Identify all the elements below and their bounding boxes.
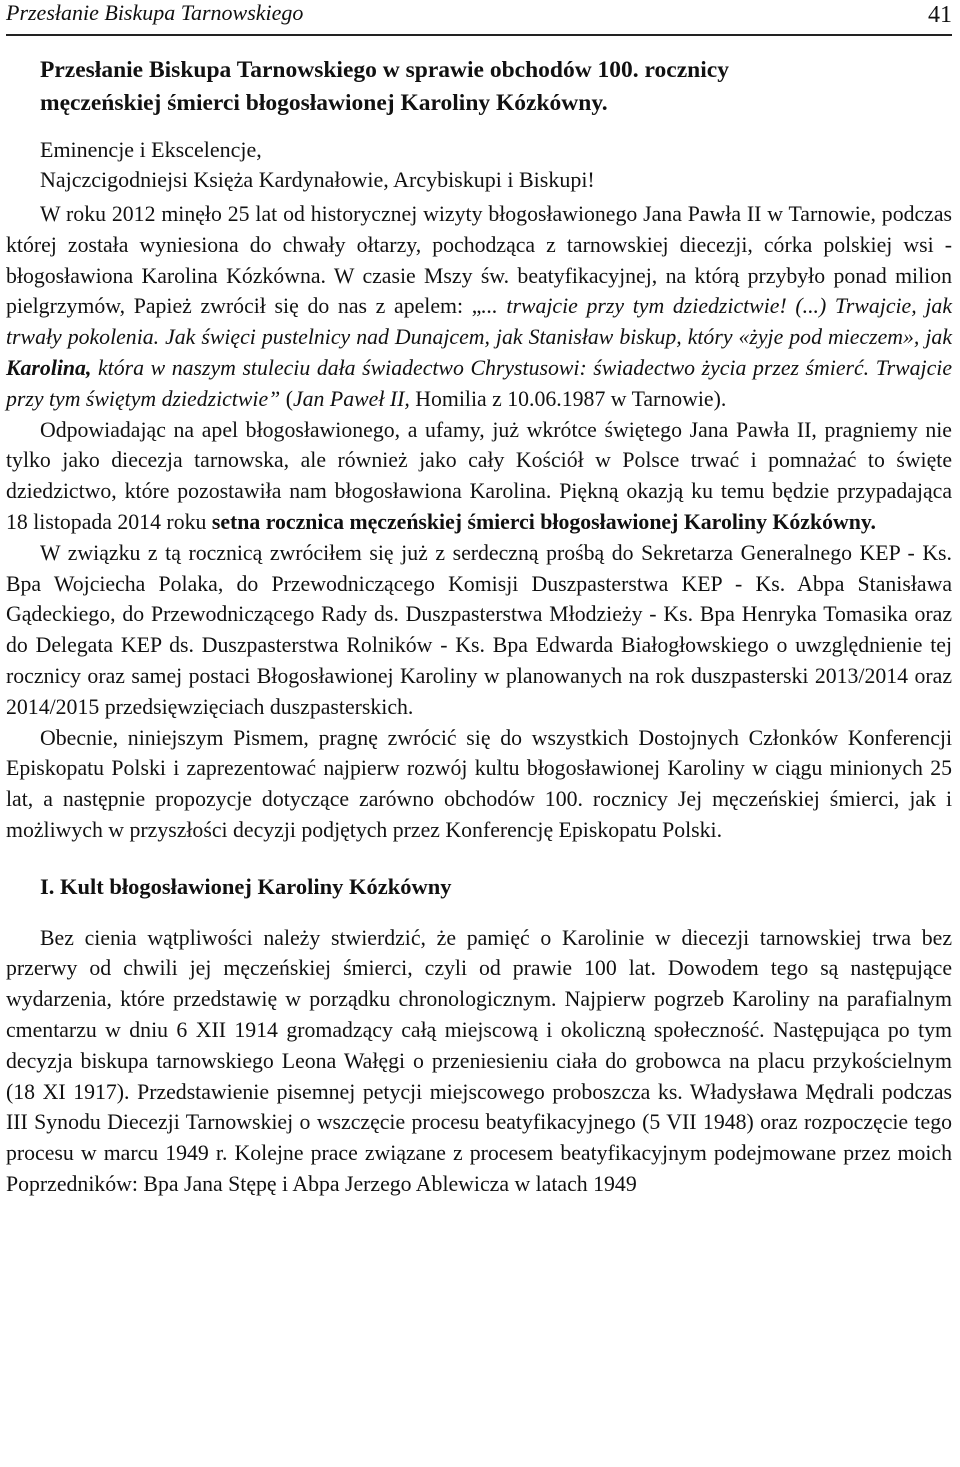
paragraph-5: Bez cienia wątpliwości należy stwierdzić, że pamięć o Karolinie w diecezji tarnowskiej trwa bez przerwy od chwili jej męczeńskiej śmierci, czyli od prawie 100 lat. Dowodem tego są następujące wydarzenia, które przedstawię w porządku chronologicznym. Najpierw pogrzeb Karoliny na parafialnym cmentarzu w dniu 6 XII 1914 gromadzący całą miejscową i okoliczną społeczność. Następująca po tym decyzja biskupa tarnowskiego Leona Wałęgi o przeniesieniu ciała do grobowca na placu przykościelnym (18 XI 1917). Przedstawienie pisemnej petycji miejscowego proboszcza ks. Władysława Mędrali podczas III Synodu Diecezji Tarnowskiej o wszczęcie procesu beatyfikacyjnego (5 VII 1948) oraz rozpoczęcie tego procesu w marcu 1949 r. Kolejne prace związane z procesem beatyfikacyjnym podejmowane przez moich Poprzedników: Bpa Jana Stępę i Abpa Jerzego Ablewicza w latach 1949 bbox=[6, 925, 952, 1196]
greeting-line-1: Eminencje i Ekscelencje, bbox=[40, 137, 262, 162]
greeting bbox=[6, 135, 952, 195]
p2-bold: setna rocznica męczeńskiej śmierci błogosławionej Karoliny Kózkówny. bbox=[211, 509, 876, 534]
greeting-line-2: Najczcigodniejsi Księża Kardynałowie, Arcybiskupi i Biskupi! bbox=[40, 167, 595, 192]
running-header bbox=[6, 0, 952, 36]
p1-text-e: ( bbox=[280, 386, 293, 411]
section-heading: I. Kult błogosławionej Karoliny Kózkówny bbox=[40, 873, 452, 899]
document-title bbox=[6, 54, 952, 120]
p1-quote-bold: Karolina, bbox=[6, 355, 92, 380]
p1-source: Homilia z 10.06.1987 w Tarnowie). bbox=[409, 386, 727, 411]
p1-quote-end: która w naszym stuleciu dała świadectwo Chrystusowi: świadectwo życia przez śmierć. Trwajcie przy tym świętym dziedzictwie” bbox=[6, 355, 952, 411]
paragraph-3: W związku z tą rocznicą zwróciłem się już z serdeczną prośbą do Sekretarza Generalnego KEP - Ks. Bpa Wojciecha Polaka, do Przewodniczącego Komisji Duszpasterstwa KEP - Ks. Abpa Stanisława Gądeckiego, do Przewodniczącego Rady ds. Duszpasterstwa Młodzieży - Ks. Bpa Henryka Tomasika oraz do Delegata KEP ds. Duszpasterstwa Rolników - Ks. Bpa Edwarda Białogłowskiego o uwzględnienie tej rocznicy oraz samej postaci Błogosławionej Karoliny w planowanych na rok duszpasterski 2013/2014 oraz 2014/2015 przedsięwzięciach duszpasterskich. bbox=[6, 540, 952, 719]
paragraph-2 bbox=[6, 415, 952, 538]
p1-text-a: W roku 2012 minęło 25 lat od historycznej wizyty błogosławionego Jana Pawła II w Tarnowie, podczas której została wyniesiona do chwały ołtarzy, pochodząca z tarnowskiej diecezji, córka polskiej wsi - błogosławiona Karolina Kózkówna. W czasie Mszy św. beatyfikacyjnej, na którą przybyło ponad milion pielgrzymów, Papież zwrócił się do nas z apelem: „ bbox=[6, 202, 952, 319]
running-head-title: Przesłanie Biskupa Tarnowskiego bbox=[6, 0, 304, 25]
paragraph-4: Obecnie, niniejszym Pismem, pragnę zwrócić się do wszystkich Dostojnych Członków Konferencji Episkopatu Polski i zaprezentować najpierw rozwój kultu błogosławionej Karoliny w ciągu minionych 25 lat, a następnie propozycje dotyczące zarówno obchodów 100. rocznicy Jej męczeńskiej śmierci, jak i możliwych w przyszłości decyzji podjętych przez Konferencję Episkopatu Polski. bbox=[6, 725, 952, 842]
title-line-1: Przesłanie Biskupa Tarnowskiego w sprawie obchodów 100. rocznicy bbox=[40, 57, 729, 83]
page-number: 41 bbox=[928, 2, 952, 28]
title-line-2: męczeńskiej śmierci błogosławionej Karoliny Kózkówny. bbox=[40, 90, 608, 116]
p2-text: Odpowiadając na apel błogosławionego, a ufamy, już wkrótce świętego Jana Pawła II, pragniemy nie tylko jako diecezja tarnowska, ale również jako cały Kościół w Polsce trwać i pomnażać to święte dziedzictwo, które pozostawiła nam błogosławiona Karolina. Piękną okazją ku temu będzie przypadająca 18 listopada 2014 roku bbox=[6, 417, 952, 534]
p1-quote-text: ... trwajcie przy tym dziedzictwie! (...) Trwajcie, jak trwały pokolenia. Jak święci pustelnicy nad Dunajcem, jak Stanisław biskup, który «żyje pod mieczem», jak bbox=[6, 294, 952, 350]
paragraph-1 bbox=[6, 199, 952, 415]
document-body bbox=[6, 54, 952, 1200]
p1-author: Jan Paweł II, bbox=[292, 386, 410, 411]
